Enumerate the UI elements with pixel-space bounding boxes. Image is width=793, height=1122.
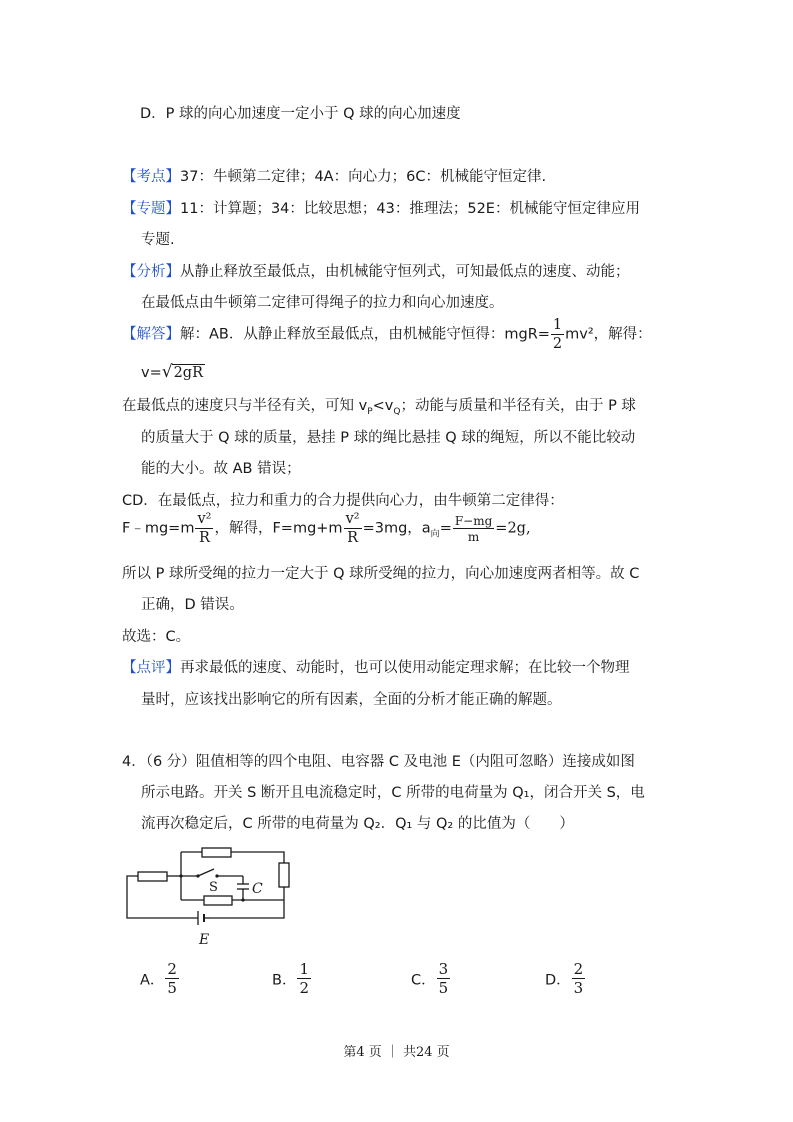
question4-line1: 4．（6 分）阻值相等的四个电阻、电容器 C 及电池 E（内阻可忽略）连接成如图 bbox=[122, 754, 635, 770]
jieda-text1-post: mv²，解得： bbox=[565, 326, 652, 343]
v2-over-r-1-den: R bbox=[199, 529, 210, 546]
zhuanti-line1 bbox=[122, 197, 640, 218]
dianping-tag: 【点评】 bbox=[122, 660, 180, 676]
acceleration-fraction-num: F−mg bbox=[454, 513, 493, 528]
page-footer: 第4 页 ｜ 共24 页 bbox=[343, 1045, 450, 1060]
line7-part-c: =3mg，a bbox=[362, 520, 431, 537]
jieda-line5: 能的大小。故 AB 错误； bbox=[141, 461, 301, 477]
line3-part-c: ；动能与质量和半径有关，由于 P 球 bbox=[400, 398, 636, 414]
option-d-previous: D．P 球的向心加速度一定小于 Q 球的向心加速度 bbox=[140, 106, 461, 122]
choice-c[interactable] bbox=[411, 962, 451, 996]
line7-part-a: F﹣mg=m bbox=[122, 520, 195, 537]
jieda-line9: 正确，D 错误。 bbox=[141, 597, 244, 613]
v2-over-r-2 bbox=[344, 512, 362, 545]
v2-over-r-2-den: R bbox=[347, 529, 359, 546]
kaodian-text: 37：牛顿第二定律；4A：向心力；6C：机械能守恒定律. bbox=[180, 169, 547, 185]
line7-part-d: = bbox=[439, 520, 452, 537]
line7-sub: 向 bbox=[430, 529, 440, 540]
sqrt-sign-icon: √ bbox=[161, 362, 173, 382]
choice-d-den: 3 bbox=[573, 979, 584, 997]
kaodian-line bbox=[122, 165, 546, 186]
dianping-line1 bbox=[122, 656, 630, 677]
choice-b-num: 1 bbox=[299, 960, 309, 978]
capacitor-label: C bbox=[252, 881, 263, 897]
choice-c-fraction bbox=[437, 962, 451, 996]
jieda-line1 bbox=[122, 318, 652, 351]
fenxi-text1: 从静止释放至最低点，由机械能守恒列式，可知最低点的速度、动能； bbox=[180, 264, 630, 280]
choice-c-letter: C． bbox=[411, 972, 436, 989]
line3-part-b: <v bbox=[372, 398, 394, 414]
choice-d[interactable] bbox=[545, 962, 586, 996]
jieda-line8: 所以 P 球所受绳的拉力一定大于 Q 球所受绳的拉力，向心加速度两者相等。故 C bbox=[122, 566, 640, 582]
jieda-line2 bbox=[141, 362, 205, 382]
zhuanti-text1: 11：计算题；34：比较思想；43：推理法；52E：机械能守恒定律应用 bbox=[180, 201, 640, 217]
choice-d-letter: D． bbox=[545, 972, 571, 989]
v2-over-r-2-num: v² bbox=[345, 511, 360, 527]
line3-sub-p: P bbox=[367, 406, 373, 417]
fenxi-line1 bbox=[122, 260, 630, 281]
choice-b-fraction bbox=[297, 962, 311, 996]
jieda-line4: 的质量大于 Q 球的质量，悬挂 P 球的绳比悬挂 Q 球的绳短，所以不能比较动 bbox=[141, 430, 636, 446]
choice-a-num: 2 bbox=[167, 960, 177, 978]
line3-part-a: 在最低点的速度只与半径有关，可知 v bbox=[122, 398, 368, 414]
choice-a-letter: A． bbox=[140, 972, 165, 989]
choice-c-num: 3 bbox=[438, 960, 449, 978]
acceleration-fraction bbox=[453, 515, 494, 543]
choice-b-letter: B． bbox=[272, 972, 297, 989]
jieda-text1: 解：AB．从静止释放至最低点，由机械能守恒得：mgR= bbox=[180, 326, 550, 343]
dianping-text1: 再求最低的速度、动能时，也可以使用动能定理求解；在比较一个物理 bbox=[180, 660, 630, 676]
question4-line3: 流再次稳定后，C 所带的电荷量为 Q₂．Q₁ 与 Q₂ 的比值为（ ） bbox=[141, 816, 574, 832]
half-fraction-num: 1 bbox=[552, 317, 563, 333]
fenxi-tag: 【分析】 bbox=[122, 264, 180, 280]
sqrt-content: 2gR bbox=[173, 365, 204, 381]
question4-line2: 所示电路。开关 S 断开且电流稳定时，C 所带的电荷量为 Q₁，闭合开关 S，电 bbox=[141, 785, 645, 801]
choice-d-num: 2 bbox=[573, 960, 584, 978]
line7-part-e: =2g, bbox=[495, 520, 531, 537]
battery-label: E bbox=[199, 932, 210, 948]
zhuanti-tag: 【专题】 bbox=[122, 201, 180, 217]
choice-a-den: 5 bbox=[167, 979, 177, 997]
acceleration-fraction-den: m bbox=[467, 529, 480, 544]
v2-over-r-1-num: v² bbox=[197, 511, 212, 527]
velocity-label: v= bbox=[141, 365, 162, 381]
choice-c-den: 5 bbox=[438, 979, 449, 997]
v2-over-r-1 bbox=[195, 512, 213, 545]
choice-a[interactable] bbox=[140, 962, 180, 996]
half-fraction-den: 2 bbox=[552, 335, 563, 352]
kaodian-tag: 【考点】 bbox=[122, 169, 180, 185]
circuit-diagram bbox=[118, 840, 298, 950]
line3-sub-q: Q bbox=[393, 406, 401, 417]
choice-d-fraction bbox=[572, 962, 586, 996]
line7-part-b: ，解得，F=mg+m bbox=[214, 520, 343, 537]
half-fraction bbox=[551, 318, 564, 351]
switch-label: S bbox=[209, 880, 218, 895]
fenxi-line2: 在最低点由牛顿第二定律可得绳子的拉力和向心加速度。 bbox=[141, 295, 504, 311]
choice-a-fraction bbox=[165, 962, 179, 996]
jieda-line10: 故选：C。 bbox=[122, 629, 191, 645]
choice-b[interactable] bbox=[272, 962, 312, 996]
jieda-tag: 【解答】 bbox=[122, 326, 180, 343]
zhuanti-line2: 专题. bbox=[141, 232, 175, 248]
dianping-line2: 量时，应该找出影响它的所有因素，全面的分析才能正确的解题。 bbox=[141, 692, 562, 708]
jieda-line3 bbox=[122, 394, 636, 417]
jieda-line7 bbox=[122, 512, 531, 545]
jieda-line6: CD．在最低点，拉力和重力的合力提供向心力，由牛顿第二定律得： bbox=[122, 493, 564, 509]
choice-b-den: 2 bbox=[299, 979, 309, 997]
